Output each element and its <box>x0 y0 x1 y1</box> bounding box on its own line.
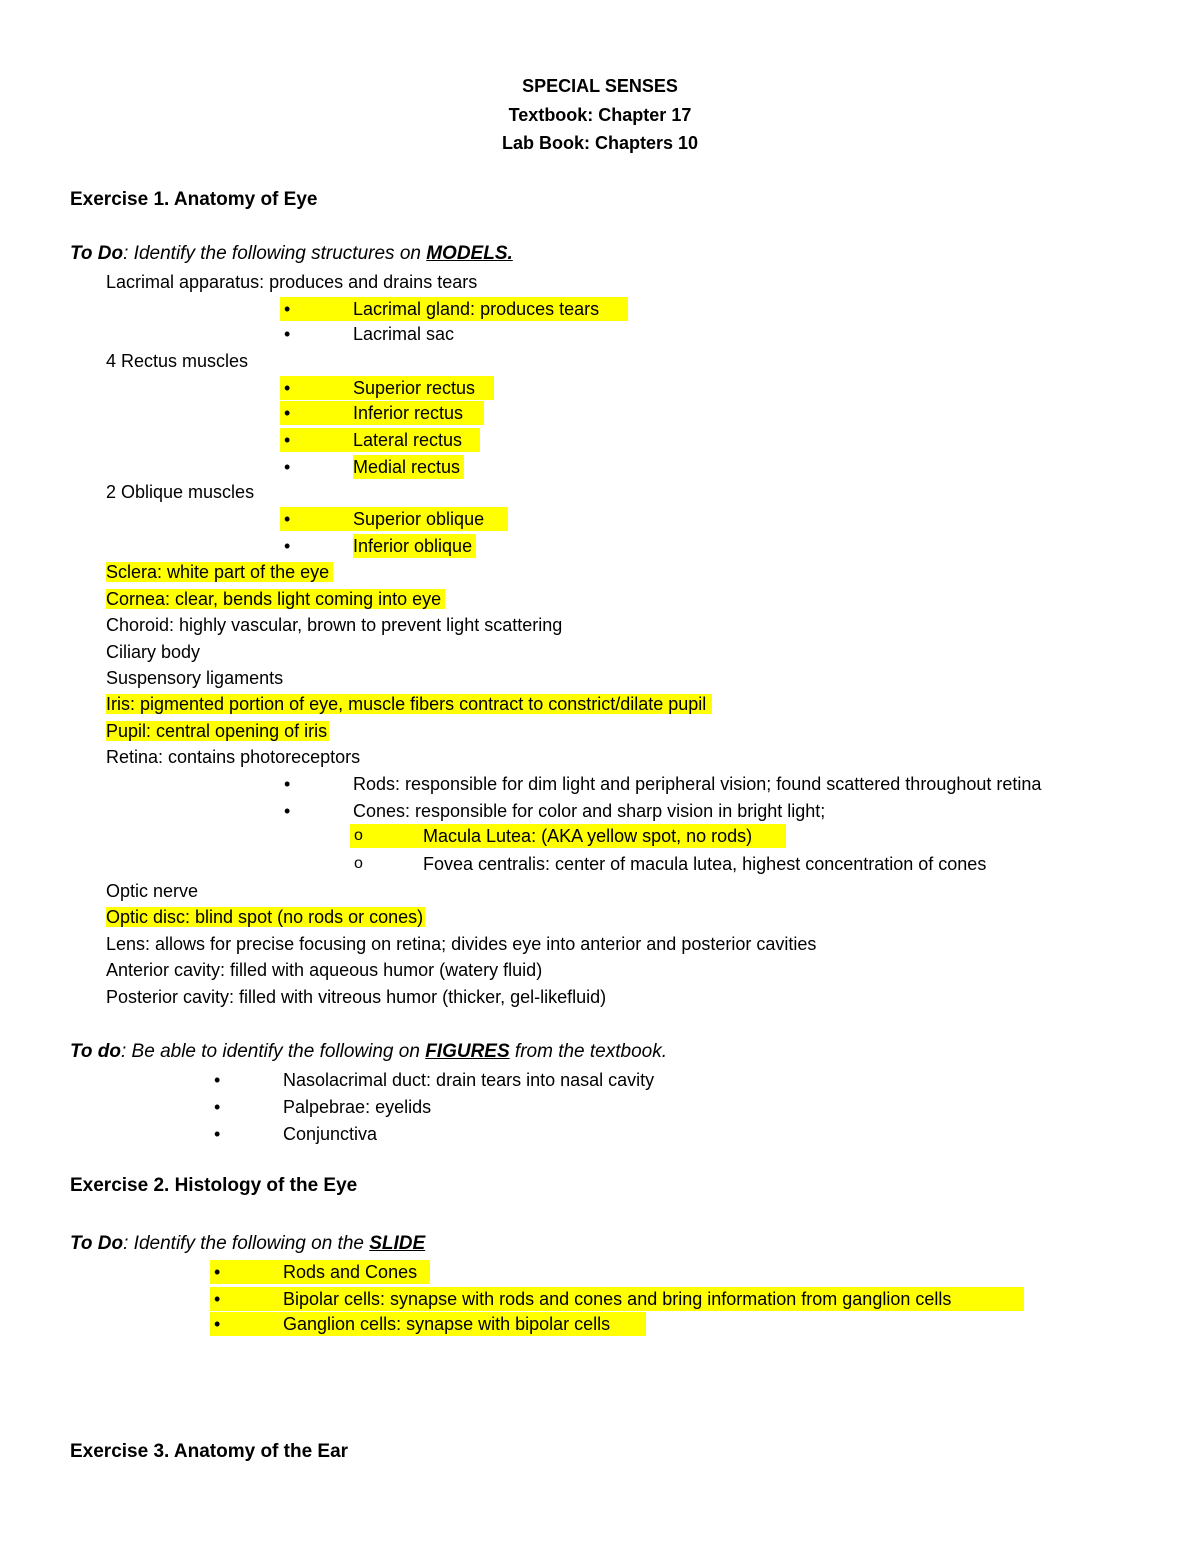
list-item: Lens: allows for precise focusing on retina; divides eye into anterior and posterior cavities <box>106 934 817 954</box>
item-text: Lacrimal sac <box>353 324 455 344</box>
list-item <box>280 428 480 452</box>
bullet-icon: • <box>214 1124 221 1144</box>
bullet-icon: • <box>284 403 291 423</box>
item-text: Pupil: central opening of iris <box>106 721 328 741</box>
exercise-1-heading: Exercise 1. Anatomy of Eye <box>70 189 318 210</box>
item-text: Superior oblique <box>353 509 485 529</box>
list-item <box>280 455 480 479</box>
list-item <box>210 1068 730 1092</box>
bullet-icon: • <box>214 1289 221 1309</box>
item-text: Bipolar cells: synapse with rods and cones and bring information from ganglion cells <box>283 1289 952 1309</box>
todo-emphasis: MODELS. <box>426 243 513 264</box>
list-item <box>106 560 333 584</box>
bullet-icon: • <box>284 324 291 344</box>
item-text: Optic disc: blind spot (no rods or cones) <box>106 907 424 927</box>
bullet-icon: • <box>284 801 291 821</box>
todo-label: To Do <box>70 1233 124 1254</box>
list-item: Posterior cavity: filled with vitreous humor (thicker, gel-likefluid) <box>106 987 607 1007</box>
list-item <box>280 376 494 400</box>
labbook-ref: Lab Book: Chapters 10 <box>501 133 699 153</box>
todo-figures <box>70 1040 667 1064</box>
bullet-icon: • <box>284 430 291 450</box>
list-item <box>210 1095 510 1119</box>
list-item: Retina: contains photoreceptors <box>106 747 361 767</box>
list-item: Suspensory ligaments <box>106 668 284 688</box>
bullet-icon: • <box>284 378 291 398</box>
item-text: Inferior oblique <box>353 534 476 558</box>
bullet-icon: • <box>214 1097 221 1117</box>
item-text: Inferior rectus <box>353 403 464 423</box>
todo-emphasis: SLIDE <box>369 1233 426 1254</box>
todo-text: : Be able to identify the following on <box>121 1041 426 1062</box>
textbook-ref: Textbook: Chapter 17 <box>508 105 692 125</box>
list-item <box>106 692 712 716</box>
item-text: Cornea: clear, bends light coming into eye <box>106 589 445 609</box>
list-item <box>350 852 1050 876</box>
list-item <box>280 507 508 531</box>
item-text: Iris: pigmented portion of eye, muscle fibers contract to constrict/dilate pupil <box>106 694 712 714</box>
list-item <box>106 905 425 929</box>
todo-models <box>70 242 513 266</box>
list-item <box>280 322 480 346</box>
exercise-3-heading: Exercise 3. Anatomy of the Ear <box>70 1441 349 1462</box>
list-item: 2 Oblique muscles <box>106 482 255 502</box>
item-text: Superior rectus <box>353 378 476 398</box>
circle-bullet-icon: o <box>354 855 363 872</box>
todo-label: To Do <box>70 243 124 264</box>
list-item <box>106 719 329 743</box>
list-item: Anterior cavity: filled with aqueous humor (watery fluid) <box>106 960 543 980</box>
item-text: Nasolacrimal duct: drain tears into nasal cavity <box>283 1070 655 1090</box>
item-text: Medial rectus <box>353 455 464 479</box>
list-item: Lacrimal apparatus: produces and drains tears <box>106 272 478 292</box>
item-text: Lacrimal gland: produces tears <box>353 299 600 319</box>
circle-bullet-icon: o <box>354 827 363 844</box>
list-item <box>106 587 445 611</box>
bullet-icon: • <box>284 536 291 556</box>
todo-emphasis: FIGURES <box>425 1041 510 1062</box>
list-item <box>280 772 1120 796</box>
todo-text: : Identify the following on the <box>123 1233 370 1254</box>
bullet-icon: • <box>214 1314 221 1334</box>
todo-slide <box>70 1232 425 1256</box>
item-text: Fovea centralis: center of macula lutea, highest concentration of cones <box>423 854 987 874</box>
exercise-2-heading: Exercise 2. Histology of the Eye <box>70 1175 358 1196</box>
bullet-icon: • <box>214 1262 221 1282</box>
list-item: Optic nerve <box>106 881 199 901</box>
list-item: 4 Rectus muscles <box>106 351 249 371</box>
item-text: Rods and Cones <box>283 1262 418 1282</box>
item-text: Conjunctiva <box>283 1124 378 1144</box>
bullet-icon: • <box>284 299 291 319</box>
item-text: Cones: responsible for color and sharp vision in bright light; <box>353 801 826 821</box>
bullet-icon: • <box>284 509 291 529</box>
item-text: Sclera: white part of the eye <box>106 562 333 582</box>
bullet-icon: • <box>284 774 291 794</box>
item-text: Palpebrae: eyelids <box>283 1097 432 1117</box>
list-item <box>350 824 786 848</box>
item-text: Ganglion cells: synapse with bipolar cells <box>283 1314 611 1334</box>
todo-tail: from the textbook. <box>509 1041 668 1062</box>
list-item <box>280 534 500 558</box>
list-item <box>280 799 980 823</box>
todo-label: To do <box>70 1041 121 1062</box>
bullet-icon: • <box>214 1070 221 1090</box>
list-item <box>210 1122 510 1146</box>
doc-title: SPECIAL SENSES <box>522 76 678 96</box>
list-item <box>210 1312 646 1336</box>
list-item <box>210 1287 1024 1311</box>
item-text: Macula Lutea: (AKA yellow spot, no rods) <box>423 826 753 846</box>
item-text: Rods: responsible for dim light and peripheral vision; found scattered throughout retina <box>353 774 1042 794</box>
list-item <box>210 1260 430 1284</box>
list-item: Ciliary body <box>106 642 201 662</box>
todo-text: : Identify the following structures on <box>123 243 427 264</box>
list-item <box>280 401 484 425</box>
item-text: Lateral rectus <box>353 430 463 450</box>
list-item <box>280 297 628 321</box>
bullet-icon: • <box>284 457 291 477</box>
list-item: Choroid: highly vascular, brown to prevent light scattering <box>106 615 563 635</box>
